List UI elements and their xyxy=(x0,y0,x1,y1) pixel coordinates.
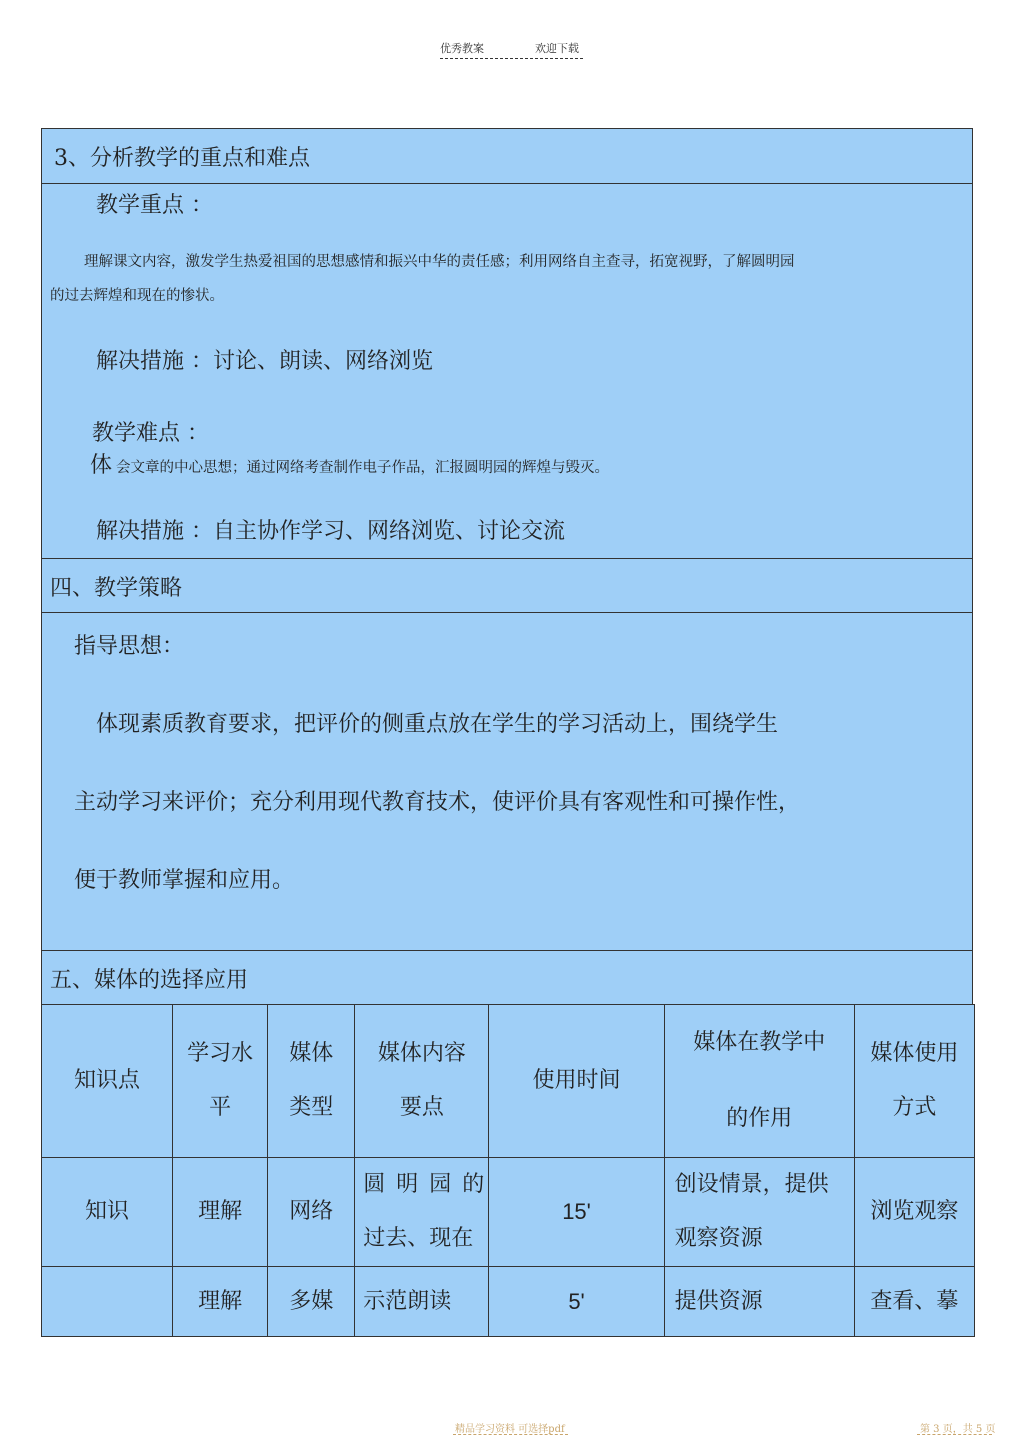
guide-line-1: 体现素质教育要求，把评价的侧重点放在学生的学习活动上，围绕学生 xyxy=(96,712,779,737)
footer-page-number: 第 3 页，共 5 页 xyxy=(920,1424,996,1435)
media-table-header-row xyxy=(42,1005,975,1158)
cell-role: 提供资源 xyxy=(664,1267,854,1337)
cell-media-type: 多媒 xyxy=(268,1267,355,1337)
key-point-text-1: 理解课文内容，激发学生热爱祖国的思想感情和振兴中华的责任感；利用网络自主查寻，拓宽视野，了解圆明园 xyxy=(84,254,795,270)
table-row xyxy=(42,1158,975,1267)
cell-content: 示范朗读 xyxy=(355,1267,489,1337)
col-header-usage: 媒体使用 方式 xyxy=(854,1005,974,1158)
guide-label: 指导思想： xyxy=(74,634,185,659)
cell-role: 创设情景，提供 观察资源 xyxy=(664,1158,854,1267)
col-header-role: 媒体在教学中 的作用 xyxy=(664,1005,854,1158)
section3-title-band xyxy=(41,128,973,183)
section5-title-band xyxy=(41,950,973,1004)
section4-title-band xyxy=(41,558,973,612)
section5-title: 五、媒体的选择应用 xyxy=(50,968,249,993)
table-row xyxy=(42,1267,975,1337)
col-header-content: 媒体内容 要点 xyxy=(355,1005,489,1158)
cell-time: 15' xyxy=(489,1158,664,1267)
header-right: 欢迎下载 xyxy=(535,42,579,55)
difficulty-text: 会文章的中心思想；通过网络考查制作电子作品，汇报圆明园的辉煌与毁灭。 xyxy=(116,460,609,476)
lesson-plan-sheet xyxy=(41,128,973,1337)
cell-usage: 查看、摹 xyxy=(854,1267,974,1337)
key-point-label: 教学重点 ： xyxy=(96,193,213,218)
cell-knowledge: 知识 xyxy=(42,1158,173,1267)
footer-divider-right xyxy=(917,1434,992,1435)
cell-media-type: 网络 xyxy=(268,1158,355,1267)
section4-title: 四、教学策略 xyxy=(50,576,183,601)
col-header-level: 学习水 平 xyxy=(173,1005,268,1158)
cell-content: 圆 明 园 的 过去、现在 xyxy=(355,1158,489,1267)
header-left: 优秀教案 xyxy=(440,42,484,55)
difficulty-measure: 解决措施 ：自主协作学习、网络浏览、讨论交流 xyxy=(96,519,565,544)
section3-title: 3、分析教学的重点和难点 xyxy=(54,146,310,171)
difficulty-label: 教学难点 ： xyxy=(92,421,209,446)
cell-level: 理解 xyxy=(173,1158,268,1267)
footer-divider-left xyxy=(453,1434,568,1435)
media-table xyxy=(41,1004,975,1337)
footer-left: 精品学习资料 可选择pdf xyxy=(455,1424,565,1435)
section4-body xyxy=(41,612,973,950)
key-point-measure: 解决措施 ：讨论、朗读、网络浏览 xyxy=(96,349,433,374)
guide-line-3: 便于教师掌握和应用。 xyxy=(74,868,295,893)
col-header-knowledge: 知识点 xyxy=(42,1005,173,1158)
header-divider xyxy=(440,58,583,59)
cell-knowledge xyxy=(42,1267,173,1337)
col-header-media-type: 媒体 类型 xyxy=(268,1005,355,1158)
section3-body xyxy=(41,183,973,558)
key-point-text-2: 的过去辉煌和现在的惨状。 xyxy=(50,288,224,304)
guide-line-2: 主动学习来评价；充分利用现代教育技术，使评价具有客观性和可操作性， xyxy=(74,790,801,815)
cell-time: 5' xyxy=(489,1267,664,1337)
col-header-time: 使用时间 xyxy=(489,1005,664,1158)
cell-level: 理解 xyxy=(173,1267,268,1337)
cell-usage: 浏览观察 xyxy=(854,1158,974,1267)
difficulty-lead-char: 体 xyxy=(90,453,113,478)
